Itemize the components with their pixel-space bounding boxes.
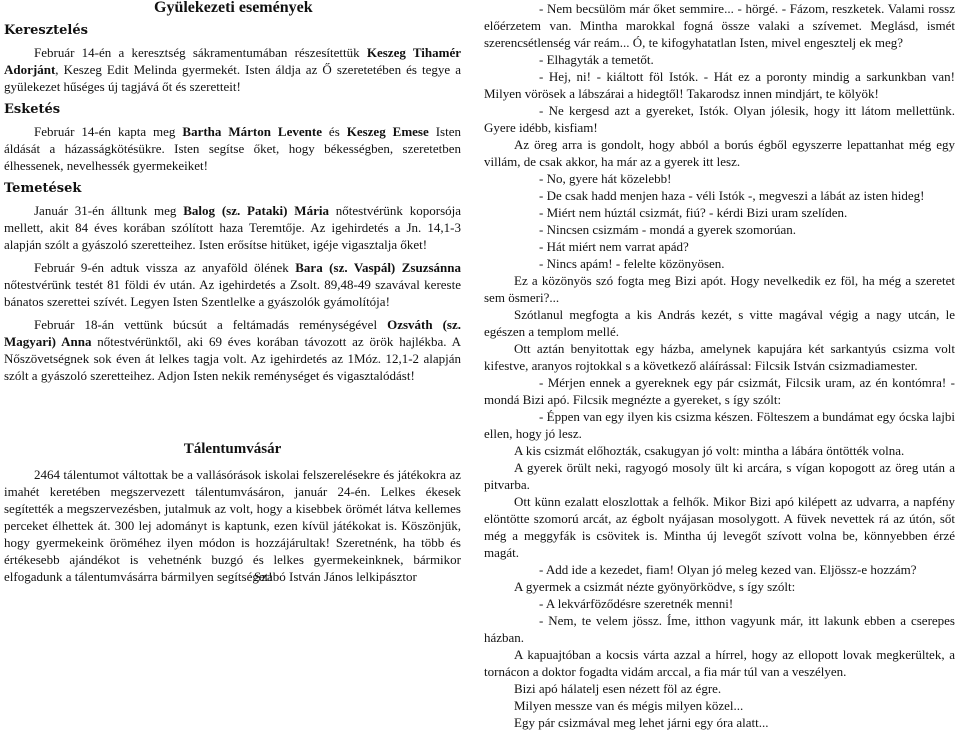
section-paragraph: Február 18-án vettünk búcsút a feltámadás reménységével Ozsváth (sz. Magyari) Anna nőtestvérünktől, aki 69 éves korában távozott az örök hajlékba. A Nőszövetségnek sok éven át lelkes tagja volt. Az igehirdetés az 1Móz. 12,1-2 alapján szólt a gyászoló szeretteihez. Adjon Isten nekik reménységet és vigasztalódást! [4,317,461,383]
story-paragraph: Egy pár csizmával meg lehet járni egy óra alatt... [514,715,769,730]
right-column [484,0,955,731]
story-paragraph: - Hej, ni! - kiáltott föl Istók. - Hát ez a poronty mindig a sarkunkban van! Milyen vörösek a lábszárai a hidegtől! Takarodsz innen mindjárt, te kölyök! [484,69,955,101]
section-heading: Esketés [4,102,61,117]
story-paragraph: - Add ide a kezedet, fiam! Olyan jó meleg kezed van. Eljössz-e hozzám? [539,562,917,577]
section-heading: Temetések [4,181,82,196]
section-paragraph: Február 9-én adtuk vissza az anyaföld ölének Bara (sz. Vaspál) Zsuzsánna nőtestvérünk testét 81 földi év után. Az igehirdetés a Zsolt. 89,48-49 szavával kereste bánatos szerettei szívét. Legyen Isten Szentlelke a gyászolók gyámolítója! [4,260,461,309]
signature: Szabó István János lelkipásztor [254,569,417,584]
bold-name: Bartha Márton Levente [182,124,322,139]
sections [4,22,461,384]
story-paragraph: A gyerek örült neki, ragyogó mosoly ült ki arcára, s vígan kopogott az öreg után a pitvarba. [484,460,955,492]
bold-name: Ozsváth (sz. Magyari) Anna [4,317,461,349]
section-paragraph: Február 14-én a keresztség sákramentumában részesítettük Keszeg Tihamér Adorjánt, Keszeg Edit Melinda gyermekét. Isten áldja az Ő szeretetében és tegye a gyülekezet hűséges új tagjává őt és szeretteit! [4,45,461,94]
story-paragraph: A kis csizmát előhozták, csakugyan jó volt: mintha a lábára öntötték volna. [514,443,905,458]
bold-name: Bara (sz. Vaspál) Zsuzsánna [295,260,461,275]
story-paragraph: - Nincs apám! - felelte közönyösen. [539,256,725,271]
story-paragraph: Az öreg arra is gondolt, hogy abból a borús égből egyszerre lepattanhat még egy villám, de csak akkor, ha már az a gyerek itt lesz. [484,137,955,169]
story-paragraph: - Hát miért nem varrat apád? [539,239,689,254]
bold-name: Balog (sz. Pataki) Mária [183,203,329,218]
story-paragraph: - Éppen van egy ilyen kis csizma készen. Fölteszem a bundámat egy ócska lajbi ellen, hogy jó lesz. [484,409,955,441]
section-paragraph: Február 14-én kapta meg Bartha Márton Levente és Keszeg Emese Isten áldását a házasságkötésükre. Isten segítse őket, hogy békességben, szeretetben élhessenek, nevelhessék gyermekeiket! [4,124,461,173]
story-paragraph: - Nincsen csizmám - mondá a gyerek szomorúan. [539,222,797,237]
story-paragraph: - Nem, te velem jössz. Íme, itthon vagyunk már, itt lakunk ebben a cserepes házban. [484,613,955,645]
talent-text: 2464 tálentumot váltottak be a vallásórások iskolai felszerelésekre és játékokra az imahét keretében megszervezett tálentumvásáron, január 24-én. Lelkes ékesek segítették a megszervezésben, jutalmuk az volt, hogy a kisebbek örömét látva kellemes perceket élhettek át. 300 lej adományt is kaptunk, ezen kívül játékokat is. Köszönjük, hogy gyermekeink öröméhez ilyen módon is hozzájárultak! Szeretnénk, ha több és értékesebb ajándékot is vehetnénk buzgó és lelkes gyermekeinknek, bármikor elfogadunk a tálentumvásárra bármilyen segítséget! [4,467,461,584]
story-paragraph: - Miért nem húztál csizmát, fiú? - kérdi Bizi uram szelíden. [539,205,848,220]
story-paragraph: - Elhagyták a temetőt. [539,52,654,67]
story-paragraph: Ott künn ezalatt eloszlottak a felhők. Mikor Bizi apó kilépett az udvarra, a napfény elöntötte szomorú arcát, az égbolt nyájasan mosolygott. A füvek nevettek rá az útón, sőt még a meggyfák is csövitek is. Mintha új levegőt szívott volna be, könnyebben érzé magát. [484,494,955,560]
story-paragraph: A kapuajtóban a kocsis várta azzal a hírrel, hogy az ellopott lovak megkerültek, a tornácon a doktor fogadta vidám arccal, a fia már túl van a veszélyen. [484,647,955,679]
bold-name: Keszeg Emese [346,124,429,139]
story-paragraph: Ott aztán benyitottak egy házba, amelynek kapujára két sarkantyús csizma volt kifestve, aranyos rojtokkal s a következő aláírással: Filcsik István csizmadiamester. [484,341,955,373]
story-paragraph: Bizi apó hálatelj esen nézett föl az égre. [514,681,722,696]
story-paragraph: - A lekvárföződésre szeretnék menni! [539,596,734,611]
story-paragraph: Milyen messze van és mégis milyen közel... [514,698,744,713]
story-paragraph: - No, gyere hát közelebb! [539,171,672,186]
story-paragraph: Ez a közönyös szó fogta meg Bizi apót. Hogy nevelkedik ez föl, ha még a szeretet sem ösmeri?... [484,273,955,305]
left-column [4,0,461,602]
story-paragraph: - Ne kergesd azt a gyereket, Istók. Olyan jólesik, hogy itt látom mellettünk. Gyere idébb, kisfiam! [484,103,955,135]
story-paragraph: Szótlanul megfogta a kis András kezét, s vitte magával végig a nagy utcán, le egészen a templom mellé. [484,307,955,339]
section-paragraph: Január 31-én álltunk meg Balog (sz. Pataki) Mária nőtestvérünk koporsója mellett, akit 84 éves korában szólított haza Teremtője. Az igehirdetés a Jn. 14,1-3 alapján szólt a gyászoló szeretteihez. Isten erősítse hitüket, igéje vigasztalja őket! [4,203,462,252]
section-heading: Keresztelés [4,23,88,38]
talent-title: Tálentumvásár [183,441,282,457]
story-paragraph: - Mérjen ennek a gyereknek egy pár csizmát, Filcsik uram, az én kontómra! - mondá Bizi apó. Filcsik megnézte a gyereket, s így szólt: [484,375,955,407]
story-paragraph: A gyermek a csizmát nézte gyönyörködve, s így szólt: [514,579,796,594]
story-paragraph: - Nem becsülöm már őket semmire... - hörgé. - Fázom, reszketek. Valami rossz előérzetem van. Mintha marokkal fogná össze valaki a szívemet. Meglásd, ismét szerencsétlenség vár reám... Ó, te kifogyhatatlan Isten, mivel engesztelj ek meg? [484,1,955,50]
bold-name: Keszeg Tihamér Adorjánt [4,45,461,77]
main-title: Gyülekezeti események [154,0,313,16]
story-paragraph: - De csak hadd menjen haza - véli Istók -, megveszi a lábát az isten hideg! [539,188,925,203]
